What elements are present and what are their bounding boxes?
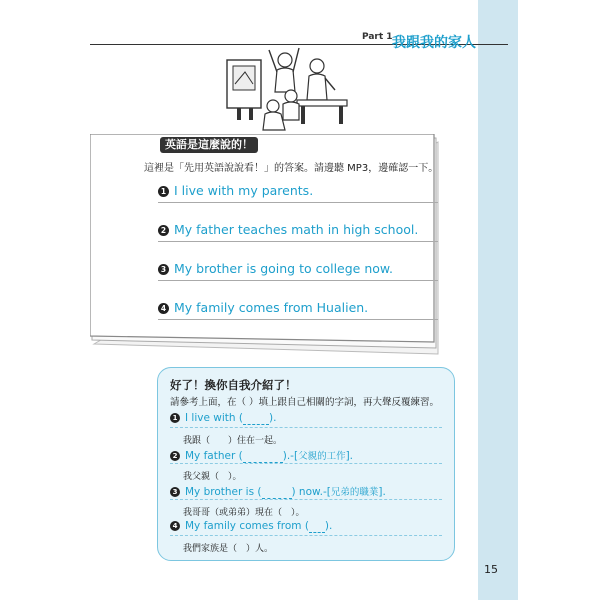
ruled-line (158, 319, 438, 320)
practice-instruction: 請參考上面，在（ ）填上跟自己相關的字詞，再大聲反覆練習。 (170, 397, 440, 408)
ruled-line (158, 202, 438, 203)
page-number: 15 (484, 563, 498, 576)
number-bullet: 2 (170, 451, 180, 461)
practice-sentence (170, 484, 386, 499)
sentence-start: My family comes from ( (185, 520, 309, 532)
chinese-translation: 我們家族是（ ）人。 (183, 544, 274, 554)
answer-sentence-text: My father teaches math in high school. (174, 222, 419, 237)
chapter-title: 我跟我的家人 (392, 35, 476, 51)
sentence-start: I live with ( (185, 412, 243, 424)
number-bullet: 2 (158, 225, 169, 236)
notebook-subtitle: 這裡是「先用英語說說看！」的答案。請邊聽 MP3，邊確認一下。 (144, 163, 439, 174)
family-cheering-illustration (225, 44, 355, 134)
answer-sentence (158, 300, 368, 315)
hint-close: ]. (345, 450, 354, 462)
answer-sentence-text: I live with my parents. (174, 183, 314, 198)
fill-blank (262, 486, 292, 499)
fill-blank (243, 450, 283, 463)
sentence-end: ). (269, 412, 277, 424)
hint-text: 父親的工作 (298, 451, 346, 462)
answer-sentence-text: My family comes from Hualien. (174, 300, 369, 315)
dashed-divider (170, 499, 442, 500)
fill-blank (243, 412, 269, 425)
dashed-divider (170, 463, 442, 464)
number-bullet: 3 (170, 487, 180, 497)
sentence-start: My father ( (185, 450, 243, 462)
hint-text: 兄弟的職業 (330, 487, 379, 498)
sentence-end: ).-[ (282, 450, 299, 462)
answer-sentence-text: My brother is going to college now. (174, 261, 393, 276)
dashed-divider (170, 535, 442, 536)
number-bullet: 3 (158, 264, 169, 275)
number-bullet: 4 (170, 521, 180, 531)
answer-sentence (158, 261, 393, 276)
number-bullet: 1 (170, 413, 180, 423)
ruled-line (158, 241, 438, 242)
answer-sentence (158, 183, 313, 198)
number-bullet: 4 (158, 303, 169, 314)
chinese-translation: 我父親（ ）。 (183, 472, 242, 482)
practice-sentence (170, 412, 276, 425)
practice-sentence (170, 448, 353, 463)
answer-sentence (158, 222, 418, 237)
fill-blank (309, 520, 325, 533)
sentence-end: ) now.-[ (291, 486, 331, 498)
sentence-start: My brother is ( (185, 486, 262, 498)
practice-title: 好了！換你自我介紹了！ (170, 378, 297, 392)
notebook-title: 英語是這麼說的！ (160, 137, 258, 153)
hint-close: ]. (378, 486, 386, 498)
chinese-translation: 我跟（ ）住在一起。 (183, 436, 283, 446)
dashed-divider (170, 427, 442, 428)
ruled-line (158, 280, 438, 281)
sentence-end: ). (324, 520, 333, 532)
part-label: Part 1 (362, 32, 393, 42)
number-bullet: 1 (158, 186, 169, 197)
practice-sentence (170, 520, 332, 533)
side-tab-strip (478, 0, 518, 600)
chinese-translation: 我哥哥（或弟弟）現在（ ）。 (183, 508, 305, 518)
